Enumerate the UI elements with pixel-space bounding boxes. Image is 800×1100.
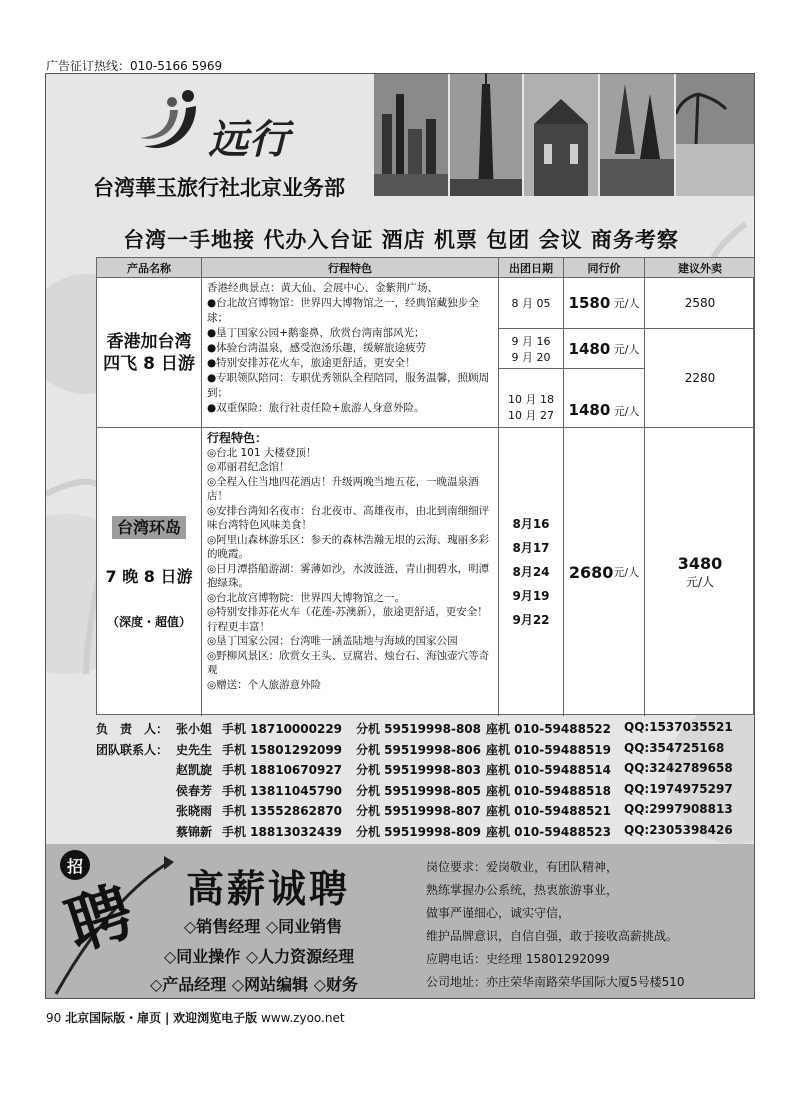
requirement-line: 维护品牌意识，自信自强，敢于接收高薪挑战。 <box>426 929 679 943</box>
ad-frame <box>45 73 755 999</box>
city-photo <box>374 74 448 196</box>
product1-date3 <box>499 369 564 428</box>
feature-line: ●专职领队陪同：专职优秀领队全程陪同，服务温馨，照顾周到； <box>207 372 490 399</box>
contact-tel: 座机 010-59488522 <box>486 722 612 736</box>
contact-mobile: 手机 18813032439 <box>222 824 343 839</box>
product2-price-cell <box>564 428 645 716</box>
contact-tel: 座机 010-59488519 <box>486 742 612 757</box>
feature-line: ●双重保险：旅行社责任险+旅游人身意外险。 <box>207 402 425 414</box>
feature-line: 香港经典景点：黄大仙、会展中心、金紫荆广场、 <box>207 282 438 294</box>
contact-ext: 分机 59519998-805 <box>356 783 482 798</box>
requirement-line: 公司地址：亦庄荣华南路荣华国际大厦5号楼510 <box>426 975 685 989</box>
product1-name-line1: 香港加台湾 <box>106 331 192 352</box>
requirement-line: 熟练掌握办公系统，热衷旅游事业， <box>426 883 619 897</box>
agency-name: 台湾華玉旅行社北京业务部 <box>93 176 345 200</box>
feature-line: ◎赠送：个人旅游意外险 <box>207 678 322 691</box>
feature-line: 行程特色： <box>207 431 268 445</box>
contact-name: 赵凯旋 <box>176 763 213 777</box>
recruit-title: 高薪诚聘 <box>186 867 351 911</box>
contact-ext: 分机 59519998-806 <box>356 742 482 757</box>
product1-date1: 8 月 05 <box>499 278 564 329</box>
contact-qq: QQ:354725168 <box>624 740 725 755</box>
date-line: 8月17 <box>512 541 550 555</box>
contact-mobile: 手机 15801292099 <box>222 742 343 757</box>
date-line: 9月19 <box>512 589 550 603</box>
product1-name-line2: 四飞 8 日游 <box>103 353 195 374</box>
contact-role: 团队联系人： <box>96 742 169 757</box>
product2-features <box>202 428 499 716</box>
zhao-badge: 招 <box>60 850 90 880</box>
product2-name <box>97 428 202 716</box>
product-table <box>96 257 754 715</box>
date-line: 10 月 27 <box>508 409 554 422</box>
feature-line: ◎日月潭搭船游湖：雾薄如沙，水波涟涟，青山拥碧水，明潭抱绿珠。 <box>207 562 490 589</box>
logo-area <box>46 74 376 204</box>
contact-tel: 座机 010-59488523 <box>486 824 612 839</box>
contact-tel: 座机 010-59488521 <box>486 804 612 818</box>
price-unit: 元/人 <box>613 297 640 310</box>
product1-date2 <box>499 329 564 369</box>
feature-line: ●台北故宫博物馆：世界四大博物馆之一，经典馆藏独步全球； <box>207 297 479 324</box>
feature-line: ●垦丁国家公园+鹅銮鼻，欣赏台湾南部风光； <box>207 327 425 339</box>
contact-ext: 分机 59519998-807 <box>356 804 482 818</box>
jobs-row2: ◇同业操作 ◇人力资源经理 <box>164 947 355 966</box>
beach-photo <box>676 74 755 196</box>
page-number: 90 <box>46 1011 62 1025</box>
date-line: 9月22 <box>512 613 550 627</box>
header-product: 产品名称 <box>97 258 202 278</box>
requirements <box>426 856 685 994</box>
date-line: 9 月 16 <box>511 334 551 348</box>
product1-price1: 1580 <box>568 294 611 312</box>
product1-price2-cell <box>564 329 645 369</box>
photo-strip <box>374 74 755 196</box>
contact-qq: QQ:2997908813 <box>624 802 733 816</box>
feature-line: ◎台北故宫博物院：世界四大博物馆之一。 <box>207 591 406 604</box>
requirement-line: 应聘电话：史经理 15801292099 <box>426 952 610 966</box>
feature-line: ●特别安排苏花火车，旅途更舒适，更安全！ <box>207 357 416 369</box>
feature-line: ◎特别安排苏花火车（花莲-苏澳新），旅途更舒适，更安全！行程更丰富！ <box>207 606 488 633</box>
date-line: 8月24 <box>512 565 550 579</box>
pin-character: 聘 <box>57 874 142 965</box>
recruitment-section <box>46 844 755 999</box>
ruins-photo <box>524 74 598 196</box>
contact-mobile: 手机 13811045790 <box>222 783 343 798</box>
product1-retail23: 2280 <box>645 329 755 428</box>
contact-role: 负 责 人： <box>96 722 169 736</box>
contact-ext: 分机 59519998-809 <box>356 824 482 839</box>
product2-retail: 3480 <box>677 554 723 573</box>
site-link[interactable]: www.zyoo.net <box>261 1011 345 1025</box>
product2-retail-cell <box>645 428 755 716</box>
jobs-row1: ◇销售经理 ◇同业销售 <box>184 917 343 936</box>
contact-mobile: 手机 13552862870 <box>222 804 343 818</box>
footer-sep: | <box>164 1011 170 1025</box>
product2-price: 2680 <box>568 562 614 582</box>
date-line: 10 月 18 <box>508 393 554 406</box>
contact-name: 蔡锦新 <box>176 824 213 839</box>
product2-name-line2: 7 晚 8 日游 <box>105 566 193 586</box>
date-line: 9 月 20 <box>511 350 551 364</box>
price-unit: 元/人 <box>613 405 640 418</box>
contact-qq: QQ:3242789658 <box>624 761 733 775</box>
feature-line: ◎全程入住当地四花酒店！升级两晚当地五花，一晚温泉酒店！ <box>207 475 479 502</box>
product2-name-line3: （深度・超值） <box>106 614 191 629</box>
section-name: 北京国际版・扉页 <box>65 1011 162 1025</box>
header-retail: 建议外卖 <box>645 258 755 278</box>
feature-line: ◎野柳风景区：欣赏女王头、豆腐岩、烛台石、海蚀壶穴等奇观 <box>207 649 490 676</box>
price-unit: 元/人 <box>613 342 640 356</box>
product1-name <box>97 278 202 428</box>
date-line: 8月16 <box>512 517 550 531</box>
feature-line: ◎阿里山森林游乐区：参天的森林浩瀚无垠的云海、瑰丽多彩的晚霞。 <box>207 533 490 560</box>
contact-name: 侯春芳 <box>176 783 213 798</box>
product1-price1-cell <box>564 278 645 329</box>
jobs-row3: ◇产品经理 ◇网站编辑 ◇财务 <box>150 975 359 994</box>
pagoda-photo <box>600 74 674 196</box>
contact-qq: QQ:1974975297 <box>624 781 733 796</box>
contact-name: 史先生 <box>176 742 213 757</box>
header-price: 同行价 <box>564 258 645 278</box>
contact-qq: QQ:2305398426 <box>624 822 733 837</box>
footer <box>46 1009 345 1026</box>
feature-line: ●体验台湾温泉，感受泡汤乐趣，缓解旅途疲劳 <box>207 342 427 354</box>
requirement-line: 做事严谨细心，诚实守信， <box>426 906 571 920</box>
welcome-text: 欢迎浏览电子版 <box>173 1011 258 1025</box>
taipei-101-photo <box>450 74 522 196</box>
header-dates: 出团日期 <box>499 258 564 278</box>
contact-tel: 座机 010-59488514 <box>486 763 612 777</box>
contact-name: 张晓雨 <box>176 804 213 818</box>
product1-price3: 1480 <box>568 401 611 419</box>
contact-mobile: 手机 18810670927 <box>222 763 343 777</box>
price-unit: 元/人 <box>613 566 640 579</box>
feature-line: ◎邓丽君纪念馆！ <box>207 461 290 473</box>
contact-ext: 分机 59519998-803 <box>356 763 482 777</box>
logo-swoosh-icon <box>136 88 211 158</box>
feature-line: ◎台北 101 大楼登顶！ <box>207 446 317 459</box>
contact-qq: QQ:1537035521 <box>624 720 733 734</box>
header-features: 行程特色 <box>202 258 499 278</box>
product2-name-line1: 台湾环岛 <box>112 516 186 539</box>
contact-tel: 座机 010-59488518 <box>486 783 612 798</box>
hotline: 广告征订热线：010-5166 5969 <box>46 59 223 73</box>
feature-line: ◎安排台湾知名夜市：台北夜市、高雄夜市，由北到南细细评味台湾特色风味美食！ <box>207 504 490 531</box>
product1-price2: 1480 <box>568 339 611 358</box>
headline: 台湾一手地接 代办入台证 酒店 机票 包团 会议 商务考察 <box>123 228 679 252</box>
feature-line: ◎垦丁国家公园：台湾唯一涵盖陆地与海域的国家公园 <box>207 635 458 647</box>
retail-unit: 元/人 <box>685 575 715 589</box>
contact-name: 张小姐 <box>176 722 213 736</box>
contact-ext: 分机 59519998-808 <box>356 722 482 736</box>
contact-mobile: 手机 18710000229 <box>222 722 343 736</box>
logo-text: 远行 <box>208 117 290 163</box>
product1-features <box>202 278 499 428</box>
product1-price3-cell <box>564 369 645 428</box>
requirement-line: 岗位要求：爱岗敬业，有团队精神， <box>426 860 619 874</box>
product1-retail1: 2580 <box>645 278 755 329</box>
product2-dates <box>499 428 564 716</box>
